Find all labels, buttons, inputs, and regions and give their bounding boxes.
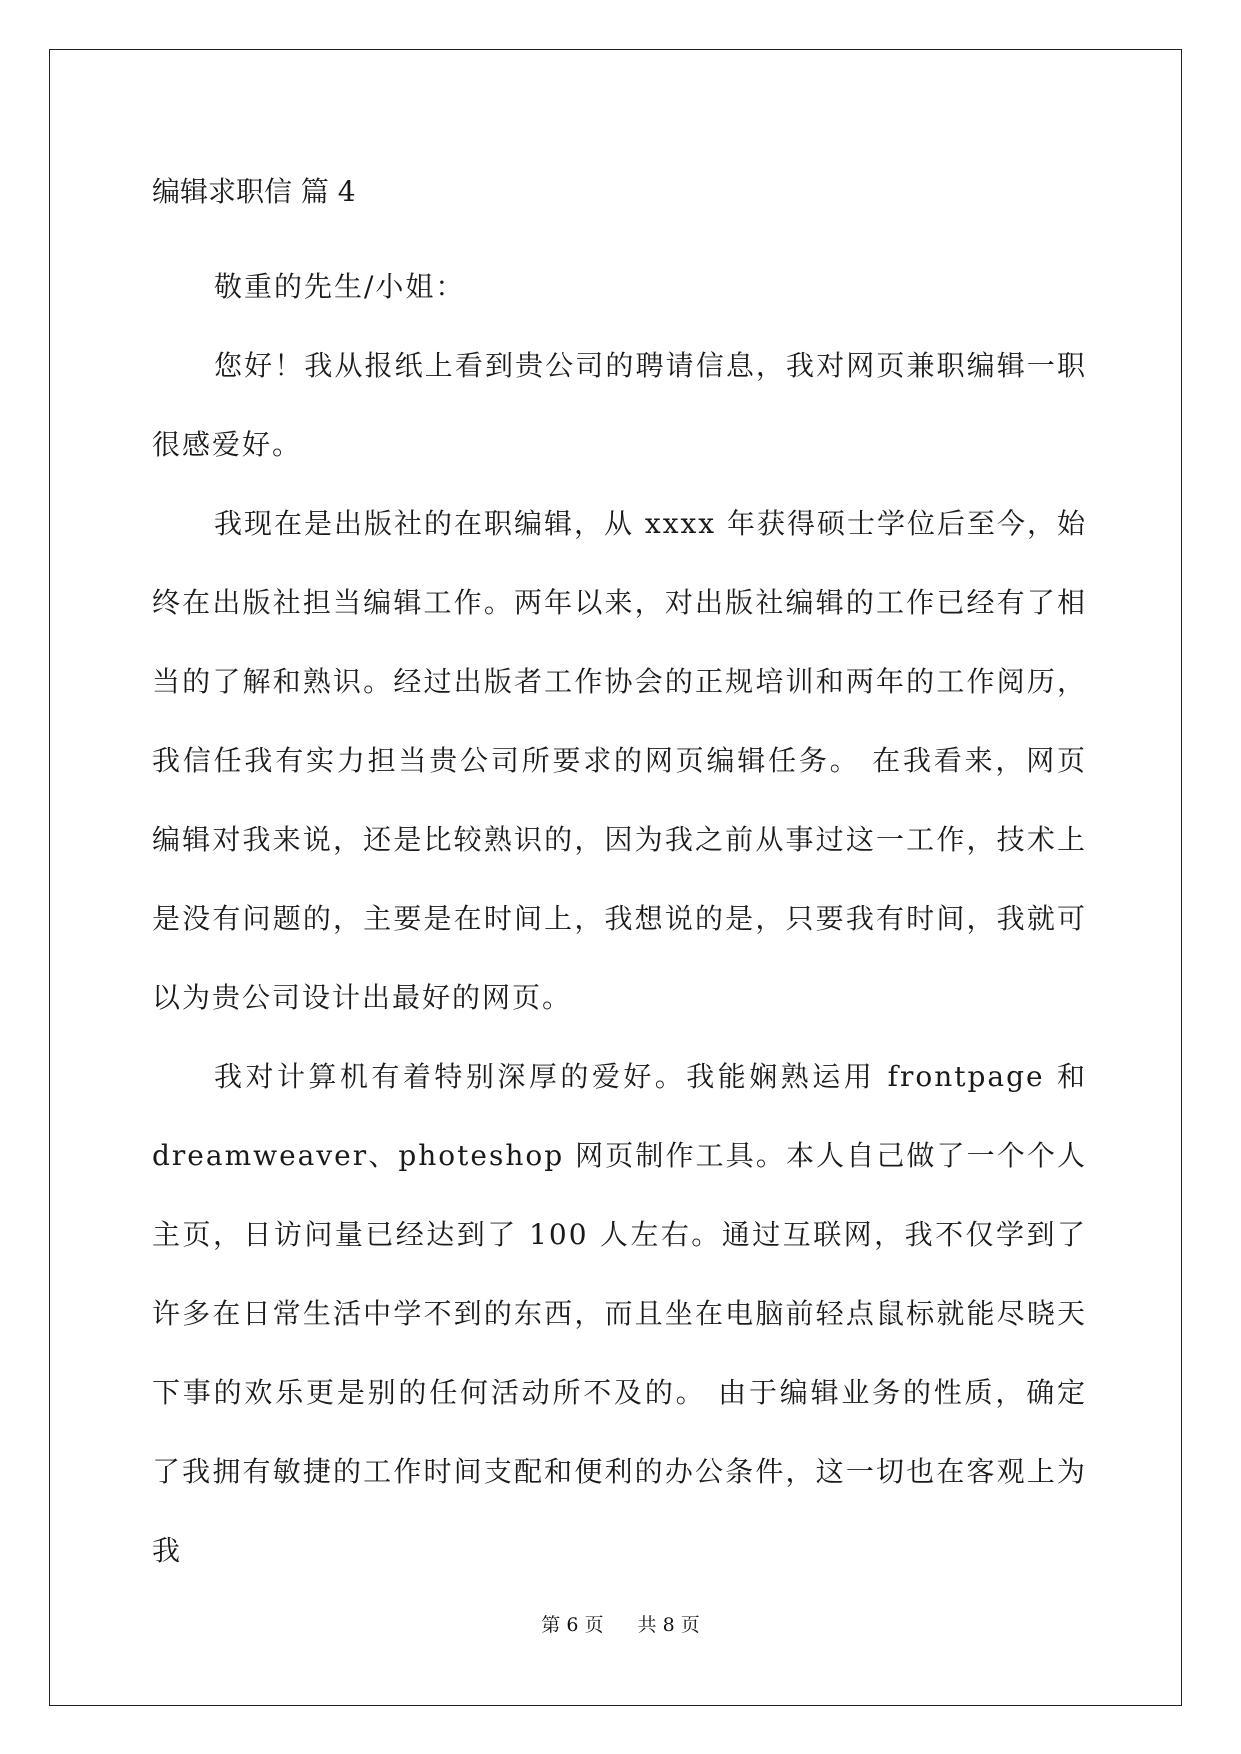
current-page-label: 第 6 页 bbox=[541, 1614, 604, 1636]
paragraph-greeting: 您好！我从报纸上看到贵公司的聘请信息，我对网页兼职编辑一职很感爱好。 bbox=[152, 349, 1087, 461]
salutation: 敬重的先生/小姐： bbox=[214, 270, 466, 303]
document-heading: 编辑求职信 篇 4 bbox=[152, 175, 356, 208]
letter-body bbox=[152, 165, 1087, 1590]
total-pages-label: 共 8 页 bbox=[637, 1614, 700, 1636]
page-footer bbox=[0, 1610, 1241, 1637]
paragraph-experience: 我现在是出版社的在职编辑，从 xxxx 年获得硕士学位后至今，始终在出版社担当编辑工作。两年以来，对出版社编辑的工作已经有了相当的了解和熟识。经过出版者工作协会的正规培训和两年的工作阅历，我信任我有实力担当贵公司所要求的网页编辑任务。 在我看来，网页编辑对我来说，还是比较熟识的，因为我之前从事过这一工作，技术上是没有问题的，主要是在时间上，我想说的是，只要我有时间，我就可以为贵公司设计出最好的网页。 bbox=[152, 507, 1087, 1014]
paragraph-skills: 我对计算机有着特别深厚的爱好。我能娴熟运用 frontpage 和dreamweaver、photeshop 网页制作工具。本人自己做了一个个人主页，日访问量已经达到了 100 人左右。通过互联网，我不仅学到了许多在日常生活中学不到的东西，而且坐在电脑前轻点鼠标就能尽晓天下事的欢乐更是别的任何活动所不及的。 由于编辑业务的性质，确定了我拥有敏捷的工作时间支配和便利的办公条件，这一切也在客观上为我 bbox=[152, 1060, 1087, 1567]
